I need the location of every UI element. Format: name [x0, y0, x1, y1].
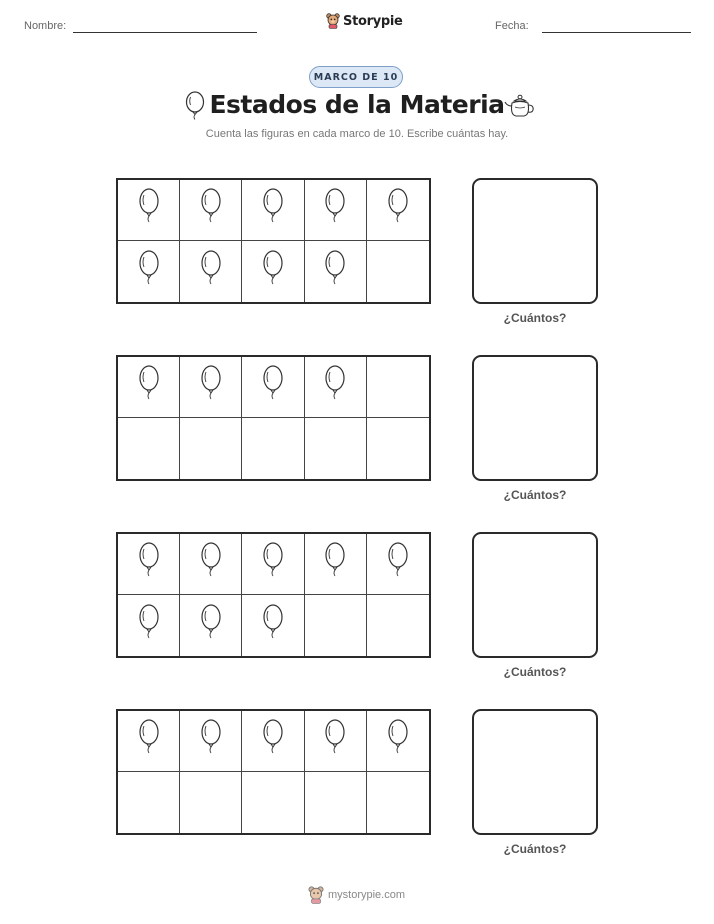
date-line[interactable]	[542, 32, 691, 33]
frame-cell	[118, 595, 180, 656]
balloon-icon	[261, 363, 285, 411]
worksheet-type-badge: MARCO DE 10	[309, 66, 403, 88]
frame-cell	[305, 711, 367, 772]
balloon-icon	[137, 248, 161, 296]
balloon-icon	[199, 540, 223, 588]
ten-frame-3	[116, 532, 431, 658]
balloon-icon	[261, 186, 285, 234]
date-label: Fecha:	[495, 20, 529, 32]
frame-cell	[118, 241, 180, 302]
frame-cell	[180, 180, 242, 241]
page-title: Estados de la Materia	[209, 90, 505, 119]
frame-cell	[180, 595, 242, 656]
frame-cell	[180, 241, 242, 302]
frame-cell	[180, 772, 242, 833]
frame-cell	[242, 241, 304, 302]
frame-cell	[367, 534, 429, 595]
frame-cell	[118, 711, 180, 772]
frame-cell	[305, 534, 367, 595]
footer	[308, 886, 405, 904]
frame-cell	[242, 180, 304, 241]
frame-cell	[367, 772, 429, 833]
ten-frame-1	[116, 178, 431, 304]
frame-cell	[118, 534, 180, 595]
name-label: Nombre:	[24, 20, 67, 32]
answer-prompt-2: ¿Cuántos?	[503, 488, 567, 502]
answer-prompt-4: ¿Cuántos?	[503, 842, 567, 856]
balloon-icon	[261, 540, 285, 588]
balloon-icon	[199, 186, 223, 234]
balloon-icon	[199, 602, 223, 650]
frame-cell	[180, 418, 242, 479]
frame-cell	[242, 711, 304, 772]
balloon-icon	[261, 602, 285, 650]
instructions: Cuenta las figuras en cada marco de 10. Escribe cuántas hay.	[205, 128, 509, 140]
bear-mascot-icon	[308, 886, 324, 904]
balloon-icon	[199, 248, 223, 296]
frame-cell	[367, 595, 429, 656]
balloon-icon	[323, 717, 347, 765]
balloon-icon	[261, 248, 285, 296]
brand-name: Storypie	[343, 13, 403, 29]
balloon-icon	[199, 717, 223, 765]
balloon-icon	[323, 363, 347, 411]
ten-frame-2	[116, 355, 431, 481]
balloon-icon	[137, 602, 161, 650]
balloon-icon	[323, 248, 347, 296]
balloon-icon	[323, 540, 347, 588]
answer-box-1[interactable]	[472, 178, 598, 304]
balloon-icon	[261, 717, 285, 765]
frame-cell	[242, 595, 304, 656]
answer-prompt-1: ¿Cuántos?	[503, 311, 567, 325]
answer-prompt-3: ¿Cuántos?	[503, 665, 567, 679]
bear-mascot-icon	[326, 13, 340, 29]
frame-cell	[118, 357, 180, 418]
balloon-icon	[386, 186, 410, 234]
frame-cell	[180, 357, 242, 418]
frame-cell	[305, 357, 367, 418]
frame-cell	[367, 357, 429, 418]
frame-cell	[305, 418, 367, 479]
balloon-icon	[386, 540, 410, 588]
frame-cell	[180, 534, 242, 595]
balloon-icon	[137, 186, 161, 234]
frame-cell	[367, 180, 429, 241]
footer-url: mystorypie.com	[328, 889, 406, 901]
frame-cell	[118, 418, 180, 479]
balloon-icon	[137, 717, 161, 765]
frame-cell	[118, 772, 180, 833]
frame-cell	[305, 772, 367, 833]
frame-cell	[367, 241, 429, 302]
balloon-icon	[323, 186, 347, 234]
teapot-icon	[504, 93, 536, 123]
frame-cell	[367, 711, 429, 772]
name-line[interactable]	[73, 32, 257, 33]
frame-cell	[242, 534, 304, 595]
ten-frame-4	[116, 709, 431, 835]
balloon-icon	[386, 717, 410, 765]
answer-box-4[interactable]	[472, 709, 598, 835]
balloon-icon	[137, 540, 161, 588]
answer-box-3[interactable]	[472, 532, 598, 658]
frame-cell	[180, 711, 242, 772]
answer-box-2[interactable]	[472, 355, 598, 481]
frame-cell	[367, 418, 429, 479]
frame-cell	[242, 357, 304, 418]
balloon-icon	[199, 363, 223, 411]
frame-cell	[305, 595, 367, 656]
frame-cell	[305, 180, 367, 241]
frame-cell	[305, 241, 367, 302]
brand-logo	[326, 13, 403, 29]
balloon-icon	[137, 363, 161, 411]
frame-cell	[118, 180, 180, 241]
frame-cell	[242, 418, 304, 479]
frame-cell	[242, 772, 304, 833]
